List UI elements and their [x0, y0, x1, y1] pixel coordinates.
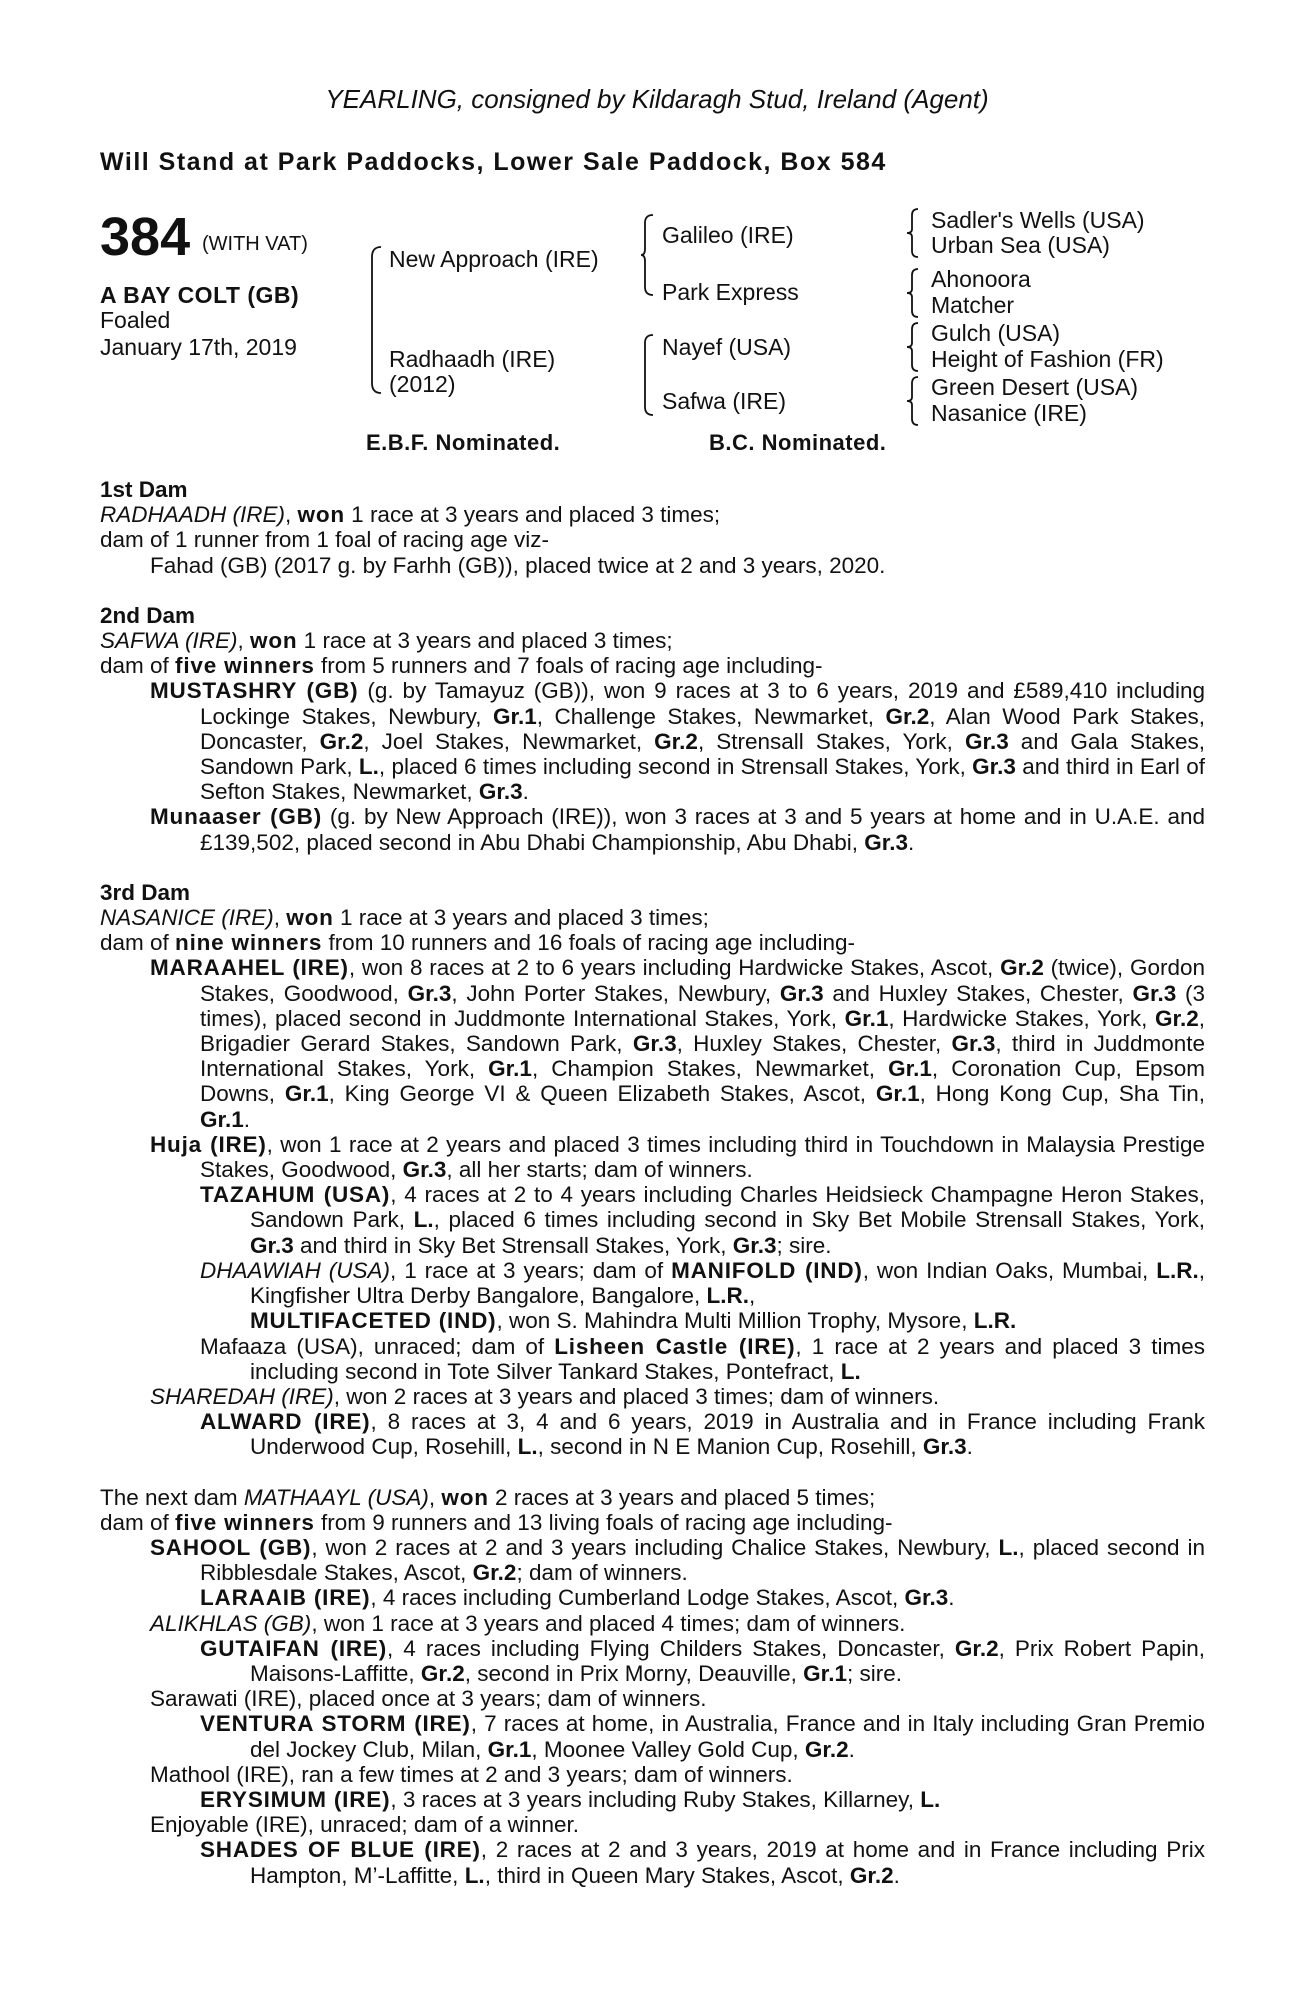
- horse-name: Lisheen Castle (IRE): [554, 1333, 796, 1359]
- produce-alward: [100, 1409, 1205, 1459]
- entry-text: .: [522, 779, 529, 805]
- entry-text: , won 1 race at 2 years and placed 3 times including third in Touchdown in Malaysia Prestige Stakes, Goodwood,: [200, 1131, 1205, 1183]
- race-grade: Gr.3: [407, 980, 452, 1006]
- horse-name: DHAAWIAH (USA): [200, 1257, 391, 1283]
- race-grade: L.R.: [1156, 1257, 1199, 1283]
- horse-name: SHAREDAH (IRE): [150, 1383, 334, 1409]
- produce-sharedah: [150, 1384, 1205, 1409]
- entry-text: (3 times), placed second in Juddmonte International Stakes, York,: [200, 980, 1205, 1031]
- horse-name: LARAAIB (IRE): [200, 1585, 371, 1611]
- summary-text: dam of: [100, 653, 176, 679]
- race-grade: Gr.3: [904, 1585, 949, 1611]
- race-grade: Gr.3: [779, 980, 824, 1006]
- entry-text: , won 2 races at 3 years and placed 3 times; dam of winners.: [333, 1383, 940, 1409]
- entry-text: , won Indian Oaks, Mumbai,: [862, 1257, 1157, 1283]
- race-grade: Gr.2: [804, 1736, 849, 1762]
- race-grade: L.: [464, 1862, 485, 1888]
- produce-huja: [100, 1132, 1205, 1182]
- first-dam-produce-summary: dam of 1 runner from 1 foal of racing age viz-: [100, 527, 549, 553]
- entry-text: , 4 races including Cumberland Lodge Stakes, Ascot,: [370, 1585, 905, 1611]
- race-grade: Gr.2: [1154, 1005, 1199, 1031]
- entry-text: and Gala Stakes, Sandown Park,: [200, 728, 1205, 780]
- entry-text: , second in N E Manion Cup, Rosehill,: [537, 1434, 923, 1460]
- first-dam-foal-fahad: Fahad (GB) (2017 g. by Farhh (GB)), placed twice at 2 and 3 years, 2020.: [150, 552, 886, 578]
- race-grade: L.: [920, 1786, 941, 1812]
- horse-name: TAZAHUM (USA): [200, 1182, 391, 1208]
- won-label: won: [297, 502, 345, 528]
- consignor-heading: YEARLING, consigned by Kildaragh Stud, Ireland (Agent): [325, 84, 989, 114]
- race-grade: Gr.2: [654, 728, 698, 754]
- next-dam-produce-summary: [100, 1510, 1205, 1535]
- lot-number: 384: [100, 207, 191, 267]
- entry-text: , 3 races at 3 years including Ruby Stakes, Killarney,: [390, 1786, 921, 1812]
- dam-dam-name: Safwa (IRE): [662, 388, 786, 414]
- pedigree-bracket-g3: [906, 321, 920, 373]
- horse-name: ERYSIMUM (IRE): [200, 1786, 391, 1812]
- produce-gutaifan: [100, 1636, 1205, 1686]
- entry-text: and Huxley Stakes, Chester,: [823, 980, 1133, 1006]
- entry-text: ,: [749, 1283, 756, 1309]
- race-grade: Gr.3: [964, 728, 1009, 754]
- ancestor-4: Matcher: [931, 292, 1015, 318]
- race-grade: Gr.2: [420, 1660, 465, 1686]
- horse-name: Huja (IRE): [150, 1131, 267, 1157]
- ancestor-5: Gulch (USA): [931, 320, 1061, 346]
- produce-munaaser: [100, 804, 1205, 854]
- entry-text: , second in Prix Morny, Deauville,: [464, 1660, 804, 1686]
- record-text: 1 race at 3 years and placed 3 times;: [344, 502, 721, 528]
- sire-dam-name: Park Express: [662, 279, 799, 305]
- entry-text: , 1 race at 3 years; dam of: [390, 1257, 672, 1283]
- record-text: 1 race at 3 years and placed 3 times;: [297, 628, 673, 654]
- sire-sire-name: Galileo (IRE): [662, 222, 794, 248]
- entry-text: , won 2 races at 2 and 3 years including Chalice Stakes, Newbury,: [311, 1534, 999, 1560]
- stable-location: Will Stand at Park Paddocks, Lower Sale Paddock, Box 584: [100, 148, 887, 176]
- horse-name: GUTAIFAN (IRE): [200, 1635, 388, 1661]
- horse-name: MANIFOLD (IND): [671, 1257, 863, 1283]
- entry-text: , third in Juddmonte International Stakes, York,: [200, 1031, 1205, 1082]
- race-grade: Gr.3: [402, 1157, 447, 1183]
- entry-text: ; dam of winners.: [516, 1560, 688, 1586]
- record-text: 2 races at 3 years and placed 5 times;: [488, 1484, 876, 1510]
- race-grade: L.: [998, 1534, 1019, 1560]
- entry-text: , placed 6 times including second in Strensall Stakes, York,: [378, 754, 973, 780]
- entry-text: , Joel Stakes, Newmarket,: [363, 728, 655, 754]
- entry-text: , placed second in Ribblesdale Stakes, Ascot,: [200, 1534, 1205, 1586]
- produce-multifaceted: [250, 1308, 1205, 1333]
- next-dam-record: The next dam MATHAAYL (USA), won 2 races at 3 years and placed 5 times;: [100, 1484, 876, 1510]
- produce-ventura-storm: [100, 1711, 1205, 1761]
- bc-nomination: B.C. Nominated.: [709, 430, 887, 455]
- entry-text: and third in Sky Bet Strensall Stakes, York,: [293, 1232, 733, 1258]
- race-grade: L.R.: [973, 1308, 1017, 1334]
- sire-name: New Approach (IRE): [389, 246, 599, 272]
- race-grade: Gr.1: [493, 703, 537, 729]
- ancestor-8: Nasanice (IRE): [931, 400, 1087, 426]
- pedigree-bracket-dam: [640, 333, 656, 417]
- summary-text: from 5 runners and 7 foals of racing age including-: [314, 653, 823, 679]
- entry-text: (twice), Gordon Stakes, Goodwood,: [200, 955, 1205, 1006]
- race-grade: L.: [517, 1434, 538, 1460]
- horse-name: VENTURA STORM (IRE): [200, 1711, 471, 1737]
- entry-text: (g. by New Approach (IRE)), won 3 races at 3 and 5 years at home and in U.A.E. and £139,502, placed second in Abu Dhabi Championship, Abu Dhabi,: [200, 804, 1205, 855]
- second-dam-name: SAFWA (IRE): [100, 628, 238, 654]
- horse-name: SAHOOL (GB): [150, 1534, 312, 1560]
- entry-text: , Hong Kong Cup, Sha Tin,: [919, 1081, 1206, 1107]
- entry-text: , all her starts; dam of winners.: [446, 1157, 753, 1183]
- race-grade: L.: [413, 1207, 434, 1233]
- race-grade: Gr.3: [478, 779, 523, 805]
- first-dam-heading: 1st Dam: [100, 477, 188, 502]
- dam-sire-name: Nayef (USA): [662, 334, 792, 360]
- ebf-nomination: E.B.F. Nominated.: [366, 430, 561, 455]
- horse-name: SHADES OF BLUE (IRE): [200, 1837, 481, 1863]
- third-dam-heading: 3rd Dam: [100, 879, 191, 905]
- winners-count: five winners: [175, 1509, 315, 1535]
- entry-text: , Alan Wood Park Stakes, Doncaster,: [200, 703, 1206, 754]
- entry-text: , Brigadier Gerard Stakes, Sandown Park,: [200, 1005, 1205, 1057]
- horse-name: ALIKHLAS (GB): [150, 1610, 312, 1636]
- race-grade: Gr.3: [1132, 980, 1177, 1006]
- race-grade: Gr.2: [1000, 955, 1044, 981]
- produce-sahool: [150, 1535, 1205, 1585]
- entry-text: ; sire.: [846, 1660, 902, 1686]
- race-grade: Gr.3: [951, 1031, 996, 1057]
- foaled-date: January 17th, 2019: [100, 334, 297, 360]
- produce-mathool: Mathool (IRE), ran a few times at 2 and 3 years; dam of winners.: [150, 1761, 793, 1787]
- entry-text: ; sire.: [776, 1232, 832, 1258]
- second-dam-section: [100, 603, 1205, 855]
- race-grade: Gr.3: [864, 829, 909, 855]
- summary-text: from 9 runners and 13 living foals of racing age including-: [314, 1509, 893, 1535]
- entry-text: .: [948, 1585, 955, 1611]
- second-dam-heading: 2nd Dam: [100, 602, 196, 628]
- won-label: won: [250, 628, 298, 654]
- won-label: won: [286, 905, 334, 931]
- entry-text: , Moonee Valley Gold Cup,: [531, 1736, 805, 1762]
- race-grade: Gr.3: [922, 1434, 967, 1460]
- race-grade: Gr.1: [487, 1736, 532, 1762]
- produce-mustashry: [100, 678, 1205, 804]
- produce-mafaaza: [100, 1334, 1205, 1384]
- third-dam-produce-summary: [100, 930, 1205, 955]
- next-dam-name: MATHAAYL (USA): [243, 1484, 429, 1510]
- entry-text: , John Porter Stakes, Newbury,: [451, 980, 780, 1006]
- record-text: 1 race at 3 years and placed 3 times;: [333, 905, 709, 931]
- entry-text: , 4 races including Flying Childers Stakes, Doncaster,: [387, 1635, 955, 1661]
- entry-text: , King George VI & Queen Elizabeth Stakes, Ascot,: [328, 1081, 876, 1107]
- race-grade: Gr.2: [472, 1560, 517, 1586]
- pedigree-bracket-g4: [906, 375, 920, 427]
- entry-text: , Prix Robert Papin, Maisons-Laffitte,: [250, 1635, 1205, 1686]
- entry-text: .: [966, 1434, 973, 1460]
- produce-tazahum: [100, 1182, 1205, 1258]
- race-grade: Gr.1: [284, 1081, 329, 1107]
- entry-text: , 7 races at home, in Australia, France and in Italy including Gran Premio del Jockey Club, Milan,: [250, 1711, 1206, 1762]
- entry-text: , 1 race at 2 years and placed 3 times including second in Tote Silver Tankard Stakes, Pontefract,: [250, 1333, 1205, 1384]
- produce-laraaib: [200, 1585, 1205, 1610]
- produce-enjoyable: Enjoyable (IRE), unraced; dam of a winner.: [150, 1812, 579, 1838]
- entry-text: .: [893, 1862, 900, 1888]
- ancestor-3: Ahonoora: [931, 266, 1031, 292]
- produce-sarawati: Sarawati (IRE), placed once at 3 years; dam of winners.: [150, 1686, 707, 1712]
- entry-text: , Strensall Stakes, York,: [697, 728, 965, 754]
- ancestor-2: Urban Sea (USA): [931, 232, 1110, 258]
- race-grade: Gr.1: [875, 1081, 920, 1107]
- next-dam-section: [100, 1485, 1205, 1888]
- race-grade: Gr.2: [849, 1862, 894, 1888]
- winners-count: five winners: [175, 653, 315, 679]
- race-grade: Gr.3: [972, 754, 1016, 780]
- ancestor-6: Height of Fashion (FR): [931, 346, 1164, 372]
- foaled-label: Foaled: [100, 307, 171, 333]
- entry-text: Mafaaza (USA), unraced; dam of: [200, 1333, 555, 1359]
- dam-name: Radhaadh (IRE): [389, 346, 556, 372]
- produce-shades-of-blue: [100, 1837, 1205, 1887]
- entry-text: , won 8 races at 2 to 6 years including Hardwicke Stakes, Ascot,: [348, 955, 1001, 981]
- race-grade: Gr.1: [803, 1660, 847, 1686]
- pedigree-bracket-sire: [640, 213, 656, 297]
- produce-erysimum: [200, 1787, 1205, 1812]
- entry-text: , Champion Stakes, Newmarket,: [531, 1056, 889, 1082]
- entry-text: , Hardwicke Stakes, York,: [888, 1005, 1155, 1031]
- produce-alikhlas: [150, 1611, 1205, 1636]
- entry-text: (g. by Tamayuz (GB)), won 9 races at 3 to 6 years, 2019 and £589,410 including Lockinge Stakes, Newbury,: [200, 678, 1205, 729]
- summary-text: from 10 runners and 16 foals of racing age including-: [322, 930, 856, 956]
- entry-text: .: [243, 1106, 251, 1132]
- horse-name: MARAAHEL (IRE): [150, 955, 349, 981]
- race-grade: Gr.1: [200, 1106, 244, 1132]
- race-grade: Gr.2: [319, 728, 364, 754]
- entry-text: , Coronation Cup, Epsom Downs,: [200, 1056, 1205, 1107]
- entry-text: , third in Queen Mary Stakes, Ascot,: [484, 1862, 850, 1888]
- summary-text: dam of: [100, 930, 176, 956]
- entry-text: , 8 races at 3, 4 and 6 years, 2019 in Australia and in France including Frank Underwood Cup, Rosehill,: [250, 1409, 1205, 1460]
- first-dam-record: RADHAADH (IRE), won 1 race at 3 years and placed 3 times;: [100, 502, 721, 528]
- second-dam-produce-summary: [100, 653, 1205, 678]
- produce-maraahel: [100, 955, 1205, 1131]
- summary-text: dam of: [100, 1509, 176, 1535]
- produce-dhaawiah: [100, 1258, 1205, 1308]
- race-grade: L.R.: [706, 1283, 749, 1309]
- third-dam-name: NASANICE (IRE): [100, 905, 274, 931]
- entry-text: , Challenge Stakes, Newmarket,: [536, 703, 886, 729]
- horse-name: Munaaser (GB): [150, 804, 323, 830]
- race-grade: Gr.1: [844, 1005, 889, 1031]
- third-dam-record: NASANICE (IRE), won 1 race at 3 years and placed 3 times;: [100, 905, 709, 931]
- pedigree-bracket-g2: [906, 267, 920, 319]
- race-grade: Gr.2: [885, 703, 930, 729]
- ancestor-1: Sadler's Wells (USA): [931, 207, 1145, 233]
- vat-note: (WITH VAT): [202, 233, 308, 255]
- race-grade: Gr.3: [732, 1232, 777, 1258]
- first-dam-name: RADHAADH (IRE): [100, 502, 286, 528]
- horse-name: MULTIFACETED (IND): [250, 1308, 497, 1334]
- entry-text: , won 1 race at 3 years and placed 4 times; dam of winners.: [311, 1610, 906, 1636]
- record-text: The next dam: [100, 1484, 244, 1510]
- race-grade: L.: [840, 1358, 861, 1384]
- entry-text: , 4 races at 2 to 4 years including Charles Heidsieck Champagne Heron Stakes, Sandown Park,: [250, 1182, 1205, 1233]
- horse-name: ALWARD (IRE): [200, 1409, 371, 1435]
- family-history: [100, 477, 1205, 1913]
- entry-text: .: [908, 829, 915, 855]
- horse-description: A BAY COLT (GB): [100, 282, 300, 308]
- entry-text: , Kingfisher Ultra Derby Bangalore, Bangalore,: [250, 1257, 1205, 1309]
- race-grade: Gr.1: [888, 1056, 932, 1082]
- entry-text: , placed 6 times including second in Sky Bet Mobile Strensall Stakes, York,: [433, 1207, 1205, 1233]
- won-label: won: [441, 1484, 489, 1510]
- race-grade: L.: [358, 754, 379, 780]
- race-grade: Gr.3: [250, 1232, 294, 1258]
- entry-text: , 2 races at 2 and 3 years, 2019 at home and in France including Prix Hampton, M’-Laffitte,: [250, 1837, 1205, 1888]
- race-grade: Gr.1: [488, 1056, 532, 1082]
- ancestor-7: Green Desert (USA): [931, 374, 1139, 400]
- first-dam-section: [100, 477, 1205, 578]
- third-dam-section: [100, 880, 1205, 1460]
- race-grade: Gr.2: [954, 1635, 999, 1661]
- second-dam-record: SAFWA (IRE), won 1 race at 3 years and placed 3 times;: [100, 628, 673, 654]
- dam-foaling-year: (2012): [389, 371, 456, 397]
- horse-name: MUSTASHRY (GB): [150, 678, 359, 704]
- entry-text: .: [848, 1736, 855, 1762]
- winners-count: nine winners: [175, 930, 323, 956]
- race-grade: Gr.3: [632, 1031, 677, 1057]
- pedigree-bracket-gen1: [368, 245, 384, 395]
- entry-text: , won S. Mahindra Multi Million Trophy, Mysore,: [496, 1308, 974, 1334]
- entry-text: , Huxley Stakes, Chester,: [676, 1031, 952, 1057]
- entry-text: and third in Earl of Sefton Stakes, Newmarket,: [200, 754, 1205, 805]
- pedigree-bracket-g1: [906, 207, 920, 259]
